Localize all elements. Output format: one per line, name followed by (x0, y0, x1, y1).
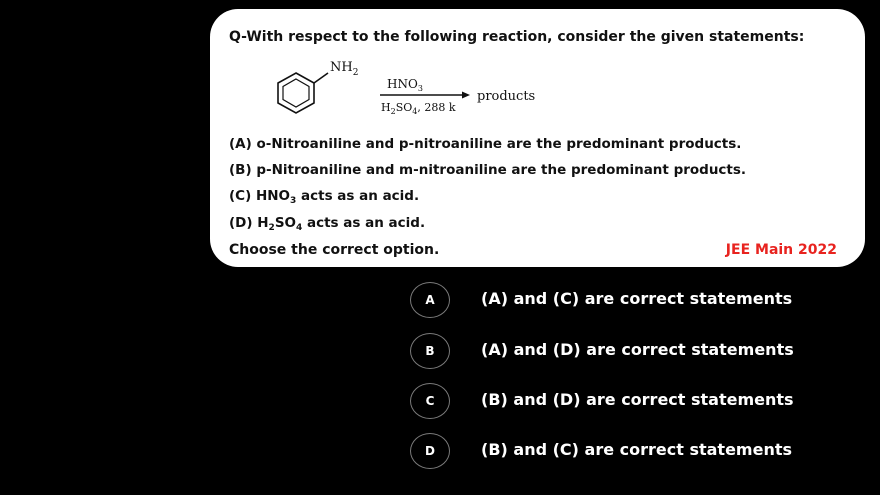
statement-b: (B) p-Nitroaniline and m-nitroaniline are the predominant products. (229, 162, 747, 178)
statement-d: (D) $H_2SO_4$ acts as an acid. (229, 215, 426, 233)
reagent-top: $HNO_3$ (387, 77, 423, 93)
benzene-inner-ring (283, 79, 309, 107)
option-a[interactable] (410, 282, 830, 318)
choose-prompt: Choose the correct option. (229, 242, 440, 258)
reagent-bottom: $H_2SO_4$, 288 k (381, 101, 456, 116)
option-text[interactable]: (A) and (D) are correct statements (481, 340, 794, 359)
option-text[interactable]: (B) and (C) are correct statements (481, 440, 793, 459)
amine-bond (314, 73, 328, 83)
question-card (210, 9, 865, 267)
option-c[interactable] (410, 383, 830, 419)
reaction-diagram (264, 53, 594, 125)
option-letter-badge[interactable]: C (410, 383, 450, 419)
statement-a: (A) o-Nitroaniline and p-nitroaniline are the predominant products. (229, 136, 742, 152)
option-d[interactable] (410, 433, 830, 469)
product-label: products (477, 89, 536, 104)
option-letter-badge[interactable]: D (410, 433, 450, 469)
option-text[interactable]: (A) and (C) are correct statements (481, 289, 793, 308)
option-letter-badge[interactable]: A (410, 282, 450, 318)
amine-label: $NH_2$ (330, 60, 359, 78)
reaction-scheme (264, 53, 594, 125)
option-b[interactable] (410, 333, 830, 369)
arrow-head (462, 92, 470, 99)
option-text[interactable]: (B) and (D) are correct statements (481, 390, 794, 409)
option-letter-badge[interactable]: B (410, 333, 450, 369)
question-title: Q-With respect to the following reaction, consider the given statements: (229, 29, 805, 45)
statement-c: (C) $HNO_3$ acts as an acid. (229, 188, 420, 206)
exam-tag: JEE Main 2022 (725, 242, 837, 258)
